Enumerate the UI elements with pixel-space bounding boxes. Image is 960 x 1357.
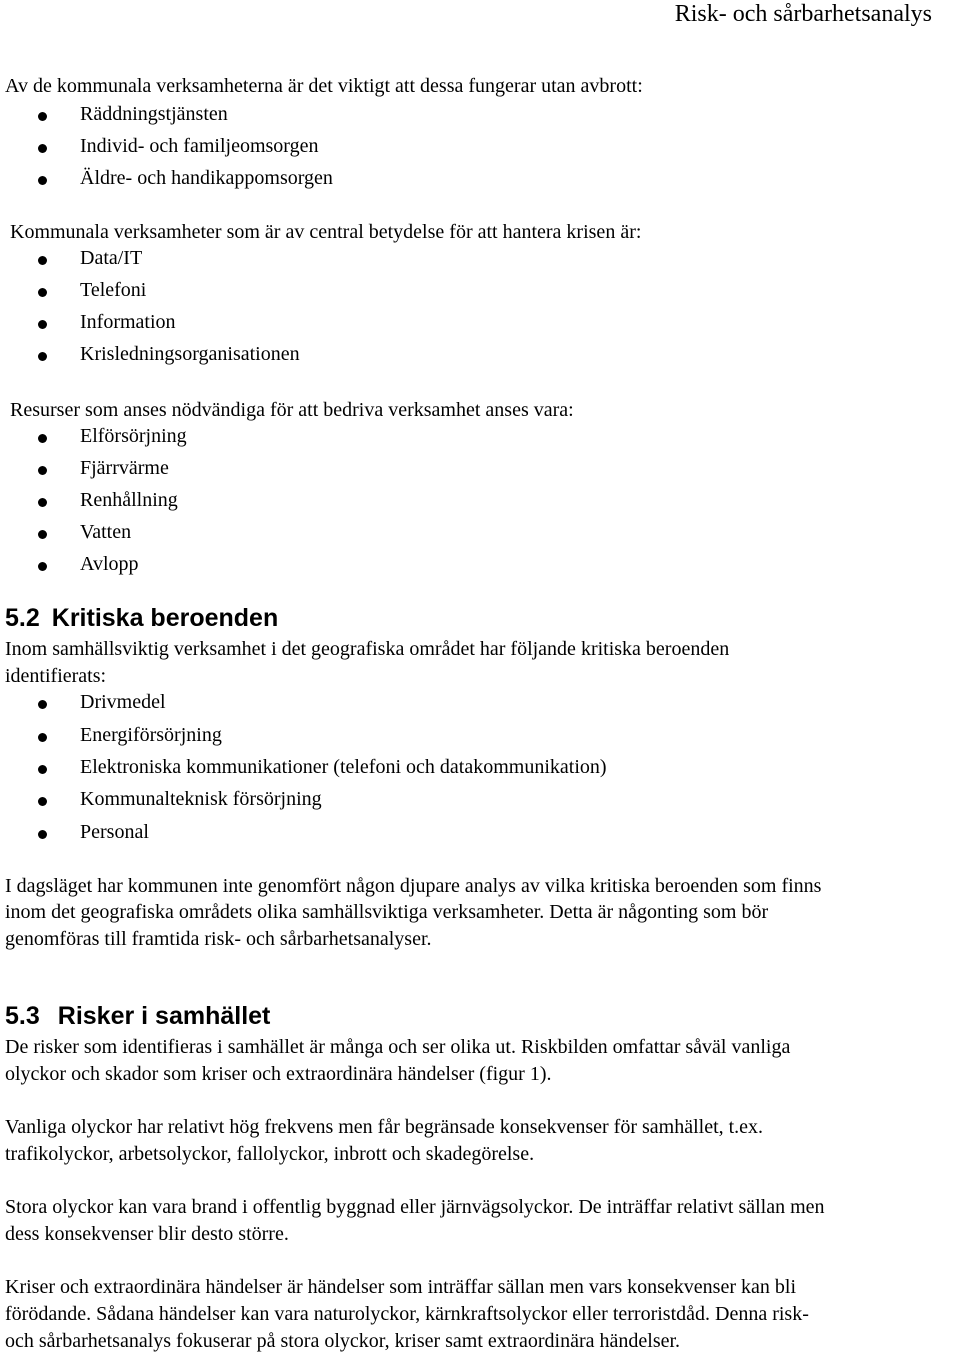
intro-paragraph-2: Kommunala verksamheter som är av central betydelse för att hantera krisen är: <box>10 221 642 243</box>
bullet-icon <box>38 830 47 839</box>
intro-paragraph-3: Resurser som anses nödvändiga för att bedriva verksamhet anses vara: <box>10 399 574 421</box>
paragraph-line: dess konsekvenser blir desto större. <box>5 1223 289 1245</box>
list-item: Krisledningsorganisationen <box>80 343 300 365</box>
list-item: Elektroniska kommunikationer (telefoni och datakommunikation) <box>80 756 607 778</box>
list-item: Räddningstjänsten <box>80 103 228 125</box>
section-5-2-intro-line-1: Inom samhällsviktig verksamhet i det geografiska området har följande kritiska beroenden <box>5 638 730 660</box>
bullet-icon <box>38 112 47 121</box>
bullet-icon <box>38 176 47 185</box>
list-item: Information <box>80 311 176 333</box>
list-item: Drivmedel <box>80 691 166 713</box>
section-number: 5.2 <box>5 604 40 632</box>
section-title: Kritiska beroenden <box>51 604 279 632</box>
list-item: Äldre- och handikappomsorgen <box>80 167 333 189</box>
bullet-icon <box>38 256 47 265</box>
paragraph-line: och sårbarhetsanalys fokuserar på stora olyckor, kriser samt extraordinära händelser. <box>5 1330 681 1352</box>
list-item: Renhållning <box>80 489 178 511</box>
paragraph-line: inom det geografiska områdets olika samhällsviktiga verksamheter. Detta är någonting som bör <box>5 901 769 923</box>
section-heading-5-3 <box>5 1002 270 1031</box>
bullet-icon <box>38 562 47 571</box>
paragraph-line: De risker som identifieras i samhället är många och ser olika ut. Riskbilden omfattar såväl vanliga <box>5 1036 791 1058</box>
list-item: Vatten <box>80 521 132 543</box>
bullet-icon <box>38 498 47 507</box>
bullet-icon <box>38 765 47 774</box>
paragraph-line: I dagsläget har kommunen inte genomfört någon djupare analys av vilka kritiska beroenden som finns <box>5 875 822 897</box>
bullet-icon <box>38 320 47 329</box>
section-heading-5-2 <box>5 604 278 633</box>
list-item: Elförsörjning <box>80 425 187 447</box>
bullet-icon <box>38 466 47 475</box>
bullet-icon <box>38 700 47 709</box>
list-item: Data/IT <box>80 247 143 269</box>
list-item: Energiförsörjning <box>80 724 222 746</box>
paragraph-line: olyckor och skador som kriser och extraordinära händelser (figur 1). <box>5 1063 552 1085</box>
list-item: Fjärrvärme <box>80 457 169 479</box>
list-item: Telefoni <box>80 279 147 301</box>
paragraph-line: genomföras till framtida risk- och sårbarhetsanalyser. <box>5 928 432 950</box>
paragraph-line: förödande. Sådana händelser kan vara naturolyckor, kärnkraftsolyckor eller terroristdåd. Denna risk- <box>5 1303 809 1325</box>
paragraph-line: Vanliga olyckor har relativt hög frekvens men får begränsade konsekvenser för samhället, t.ex. <box>5 1116 764 1138</box>
section-title: Risker i samhället <box>57 1002 271 1030</box>
bullet-icon <box>38 797 47 806</box>
list-item: Individ- och familjeomsorgen <box>80 135 319 157</box>
page-header-title: Risk- och sårbarhetsanalys <box>674 1 932 27</box>
section-number: 5.3 <box>5 1002 40 1030</box>
paragraph-line: trafikolyckor, arbetsolyckor, fallolyckor, inbrott och skadegörelse. <box>5 1143 535 1165</box>
section-5-2-intro-line-2: identifierats: <box>5 665 107 687</box>
bullet-icon <box>38 434 47 443</box>
bullet-icon <box>38 352 47 361</box>
bullet-icon <box>38 733 47 742</box>
list-item: Kommunalteknisk försörjning <box>80 788 322 810</box>
list-item: Avlopp <box>80 553 139 575</box>
intro-paragraph-1: Av de kommunala verksamheterna är det viktigt att dessa fungerar utan avbrott: <box>5 75 643 97</box>
list-item: Personal <box>80 821 149 843</box>
paragraph-line: Kriser och extraordinära händelser är händelser som inträffar sällan men vars konsekvenser kan bli <box>5 1276 796 1298</box>
bullet-icon <box>38 530 47 539</box>
bullet-icon <box>38 288 47 297</box>
paragraph-line: Stora olyckor kan vara brand i offentlig byggnad eller järnvägsolyckor. De inträffar relativt sällan men <box>5 1196 825 1218</box>
bullet-icon <box>38 144 47 153</box>
